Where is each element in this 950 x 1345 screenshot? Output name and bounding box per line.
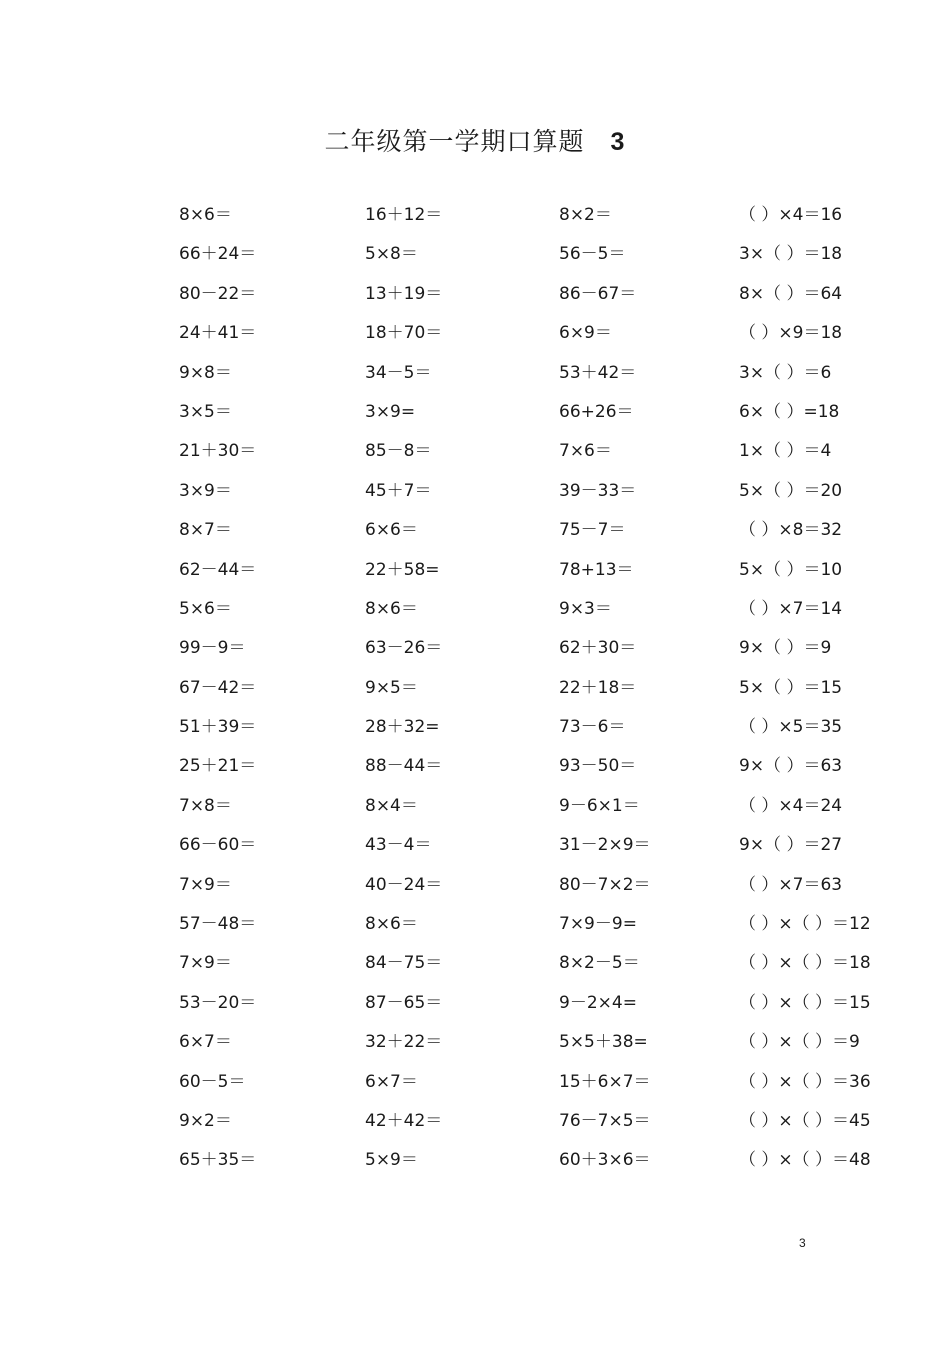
problem-item: 80－22＝ <box>179 283 257 304</box>
problem-item: 73－6＝ <box>559 717 626 738</box>
problem-item: 9×（ ）＝63 <box>739 756 843 777</box>
problem-item: （ ）×（ ）＝18 <box>739 953 871 974</box>
problem-row <box>0 240 950 279</box>
problem-row <box>0 359 950 398</box>
problem-item: 66+26＝ <box>559 401 634 422</box>
problem-item: 43－4＝ <box>365 835 432 856</box>
problem-row <box>0 1068 950 1107</box>
problem-item: 53＋42＝ <box>559 362 637 383</box>
problem-item: 40－24＝ <box>365 874 443 895</box>
problem-item: 5×（ ）＝10 <box>739 559 843 580</box>
problem-item: 62＋30＝ <box>559 638 637 659</box>
problem-item: 66＋24＝ <box>179 244 257 265</box>
problem-row <box>0 516 950 555</box>
problem-item: 63－26＝ <box>365 638 443 659</box>
problem-grid <box>0 201 950 1186</box>
problem-item: 60＋3×6＝ <box>559 1150 651 1171</box>
problem-item: 93－50＝ <box>559 756 637 777</box>
problem-row <box>0 477 950 516</box>
problem-item: 5×6＝ <box>179 598 232 619</box>
problem-item: 9－2×4= <box>559 992 637 1013</box>
problem-row <box>0 949 950 988</box>
problem-item: 8×6＝ <box>365 914 418 935</box>
problem-row <box>0 713 950 752</box>
problem-item: 9×（ ）＝9 <box>739 638 832 659</box>
problem-row <box>0 280 950 319</box>
problem-item: 5×5＋38= <box>559 1032 648 1053</box>
problem-item: 60－5＝ <box>179 1071 246 1092</box>
problem-item: 9×8＝ <box>179 362 232 383</box>
problem-item: 25＋21＝ <box>179 756 257 777</box>
problem-item: 6×7＝ <box>365 1071 418 1092</box>
problem-row <box>0 989 950 1028</box>
problem-item: 13＋19＝ <box>365 283 443 304</box>
problem-item: 66－60＝ <box>179 835 257 856</box>
problem-item: 3×9= <box>365 401 416 422</box>
problem-item: 87－65＝ <box>365 992 443 1013</box>
problem-item: 7×9－9= <box>559 914 637 935</box>
problem-item: 9×5＝ <box>365 677 418 698</box>
problem-item: 99－9＝ <box>179 638 246 659</box>
problem-item: 86－67＝ <box>559 283 637 304</box>
problem-item: 8×6＝ <box>179 205 232 225</box>
problem-row <box>0 674 950 713</box>
problem-row <box>0 1146 950 1185</box>
problem-item: （ ）×（ ）＝48 <box>739 1150 871 1171</box>
problem-item: 9－6×1＝ <box>559 795 640 816</box>
problem-item: 76－7×5＝ <box>559 1110 651 1131</box>
problem-item: 22＋18＝ <box>559 677 637 698</box>
problem-row <box>0 1028 950 1067</box>
title-number: 3 <box>610 128 626 156</box>
problem-item: （ ）×（ ）＝36 <box>739 1071 871 1092</box>
problem-item: 3×5＝ <box>179 401 232 422</box>
problem-item: 28＋32= <box>365 717 440 738</box>
problem-item: 5×8＝ <box>365 244 418 265</box>
problem-row <box>0 556 950 595</box>
problem-item: 5×（ ）＝15 <box>739 677 843 698</box>
problem-row <box>0 752 950 791</box>
problem-item: 6×6＝ <box>365 520 418 541</box>
problem-item: 8×4＝ <box>365 795 418 816</box>
problem-item: 5×（ ）＝20 <box>739 480 843 501</box>
problem-item: 75－7＝ <box>559 520 626 541</box>
problem-item: 3×（ ）＝18 <box>739 244 843 265</box>
problem-item: 80－7×2＝ <box>559 874 651 895</box>
problem-item: 6×（ ）=18 <box>739 401 840 422</box>
problem-item: 53－20＝ <box>179 992 257 1013</box>
problem-item: 88－44＝ <box>365 756 443 777</box>
problem-item: 84－75＝ <box>365 953 443 974</box>
problem-item: （ ）×8＝32 <box>739 520 843 541</box>
problem-item: 67－42＝ <box>179 677 257 698</box>
problem-item: 15＋6×7＝ <box>559 1071 651 1092</box>
problem-item: 21＋30＝ <box>179 441 257 462</box>
problem-item: （ ）×（ ）＝45 <box>739 1110 871 1131</box>
problem-item: （ ）×（ ）＝9 <box>739 1032 860 1053</box>
problem-row <box>0 319 950 358</box>
problem-item: 8×2－5＝ <box>559 953 640 974</box>
problem-item: （ ）×7＝63 <box>739 874 843 895</box>
problem-item: 9×3＝ <box>559 598 612 619</box>
problem-item: 3×9＝ <box>179 480 232 501</box>
problem-item: 9×（ ）＝27 <box>739 835 843 856</box>
problem-item: （ ）×5＝35 <box>739 717 843 738</box>
problem-item: （ ）×（ ）＝15 <box>739 992 871 1013</box>
problem-item: 22＋58= <box>365 559 440 580</box>
problem-item: 8×7＝ <box>179 520 232 541</box>
problem-item: 7×9＝ <box>179 874 232 895</box>
problem-item: （ ）×4＝24 <box>739 795 843 816</box>
problem-item: 7×8＝ <box>179 795 232 816</box>
problem-item: 8×2＝ <box>559 205 612 225</box>
problem-row <box>0 831 950 870</box>
problem-item: 6×9＝ <box>559 323 612 344</box>
problem-row <box>0 634 950 673</box>
problem-item: 56－5＝ <box>559 244 626 265</box>
problem-item: 85－8＝ <box>365 441 432 462</box>
problem-item: 7×9＝ <box>179 953 232 974</box>
problem-row <box>0 398 950 437</box>
problem-item: 42＋42＝ <box>365 1110 443 1131</box>
title-text: 二年级第一学期口算题 <box>324 127 585 156</box>
problem-row <box>0 437 950 476</box>
problem-item: 78+13＝ <box>559 559 634 580</box>
problem-item: 8×6＝ <box>365 598 418 619</box>
problem-item: 9×2＝ <box>179 1110 232 1131</box>
problem-item: 24＋41＝ <box>179 323 257 344</box>
problem-item: 34－5＝ <box>365 362 432 383</box>
problem-item: （ ）×（ ）＝12 <box>739 914 871 935</box>
problem-row <box>0 792 950 831</box>
problem-item: 16＋12＝ <box>365 205 443 225</box>
problem-item: 39－33＝ <box>559 480 637 501</box>
problem-item: 62－44＝ <box>179 559 257 580</box>
problem-item: 32＋22＝ <box>365 1032 443 1053</box>
problem-item: 18＋70＝ <box>365 323 443 344</box>
problem-item: 3×（ ）＝6 <box>739 362 832 383</box>
problem-row <box>0 201 950 240</box>
problem-item: （ ）×4＝16 <box>739 205 843 225</box>
problem-row <box>0 871 950 910</box>
page-number: 3 <box>799 1236 806 1250</box>
problem-item: 8×（ ）＝64 <box>739 283 843 304</box>
problem-item: 57－48＝ <box>179 914 257 935</box>
problem-item: 7×6＝ <box>559 441 612 462</box>
problem-item: 31－2×9＝ <box>559 835 651 856</box>
problem-item: 51＋39＝ <box>179 717 257 738</box>
problem-row <box>0 595 950 634</box>
problem-item: （ ）×7＝14 <box>739 598 843 619</box>
problem-item: （ ）×9＝18 <box>739 323 843 344</box>
problem-item: 65＋35＝ <box>179 1150 257 1171</box>
problem-item: 6×7＝ <box>179 1032 232 1053</box>
problem-row <box>0 910 950 949</box>
problem-row <box>0 1107 950 1146</box>
problem-item: 45＋7＝ <box>365 480 432 501</box>
problem-item: 5×9＝ <box>365 1150 418 1171</box>
page-title <box>0 122 950 158</box>
problem-item: 1×（ ）＝4 <box>739 441 832 462</box>
